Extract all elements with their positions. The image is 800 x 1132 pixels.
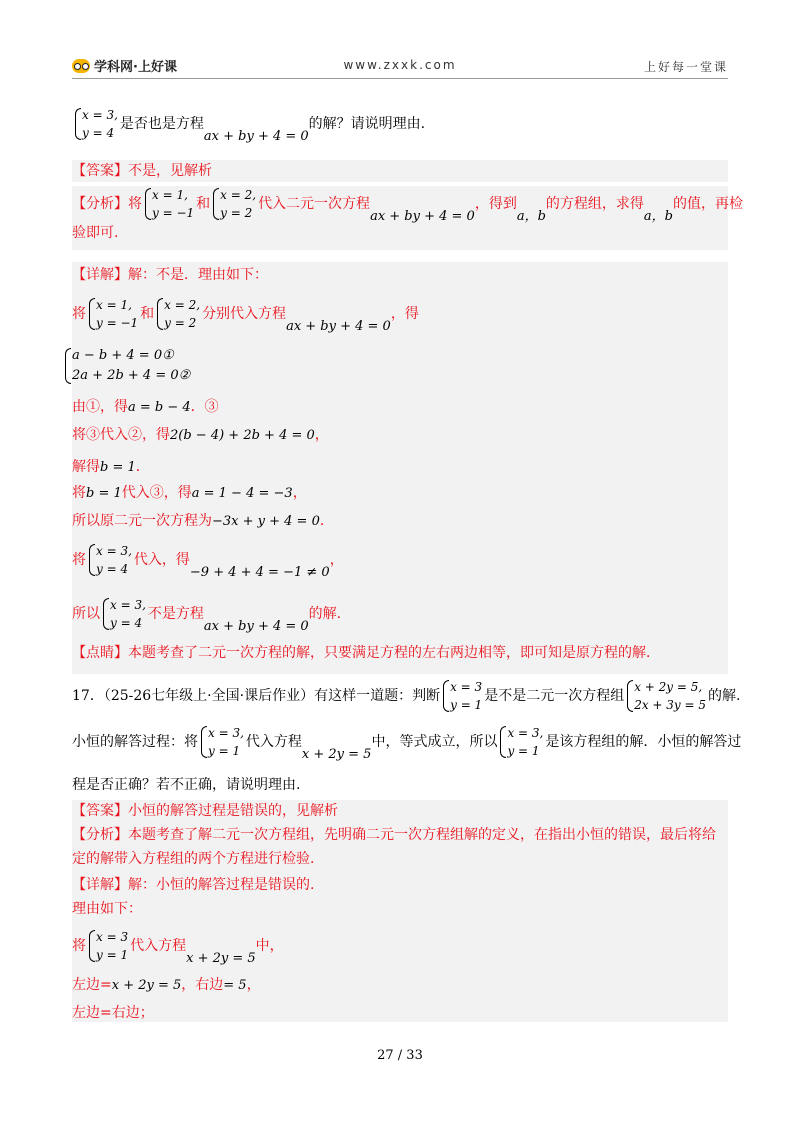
text-span: ， (314, 427, 329, 443)
text-span: 代入，得 (133, 552, 190, 568)
equation-system (144, 186, 194, 222)
text-span: 本题考查了二元一次方程的解，只要满足方程的左右两边相等，即可知是原方程的解． (128, 645, 660, 661)
text-span (442, 678, 482, 714)
text-span: x + 2y = 5 (111, 978, 182, 993)
text-span (102, 596, 146, 632)
equation-system (212, 186, 256, 222)
text-span: 的值，再检 (672, 196, 743, 212)
text-span: 所以 (72, 606, 100, 622)
text-span: y = 4 (110, 616, 143, 630)
text-span: 解得 (72, 459, 100, 475)
text-span: 代入③，得 (121, 485, 192, 501)
page-header (72, 56, 728, 79)
text-span: y = 2 (164, 316, 197, 330)
text-span: x + 2y = 5 (301, 747, 372, 762)
text-span: 代入方程 (245, 734, 302, 750)
text-span: y = 1 (96, 948, 129, 962)
text-span: 和 (196, 196, 211, 212)
text-span: 是该方程组的解．小恒的解答过 (545, 734, 742, 750)
text-span: a，b (643, 209, 673, 224)
text-span: （25-26七年级上·全国·课后作业）有这样一道题：判断 (103, 688, 441, 704)
text-span: 【详解】 (72, 267, 128, 283)
text-span: ax + by + 4 = 0 (203, 619, 309, 634)
text-span: 将③代入②，得 (72, 427, 170, 443)
text-span: y = 1 (450, 698, 483, 712)
text-span: 不是方程 (147, 606, 204, 622)
text-span: 的解. (708, 688, 741, 704)
text-span: ， (292, 485, 307, 501)
text-span: a = b − 4 (128, 400, 191, 415)
text-span (200, 724, 244, 760)
text-span: ．③ (190, 399, 219, 415)
text-span: x = 3, (110, 598, 146, 612)
detail-step (72, 928, 728, 964)
text-span: a − b + 4 = 0① (72, 348, 174, 363)
text-span: ax + by + 4 = 0 (370, 209, 475, 224)
text-span: ， (329, 552, 344, 568)
text-span: 2a + 2b + 4 = 0② (72, 368, 191, 383)
analysis-line (72, 824, 728, 846)
text-span (72, 186, 743, 224)
text-span: 不是，见解析 (128, 163, 212, 179)
text-span: x = 1, (96, 298, 132, 312)
q17-line (72, 678, 741, 714)
text-span: 小恒的解答过程：将 (72, 734, 198, 750)
text-span: x + 2y = 5 (186, 951, 256, 966)
text-span: ax + by + 4 = 0 (203, 129, 309, 144)
text-span: x = 2, (220, 188, 257, 202)
text-span: 【分析】 (72, 196, 128, 212)
detail-heading (72, 874, 728, 896)
q17-line: 程是否正确？若不正确，请说明理由. (72, 777, 301, 793)
text-span: x = 3, (82, 108, 118, 122)
logo-text: 学科网·上好课 (94, 60, 177, 75)
equation-system (74, 106, 118, 142)
text-span: y = −1 (152, 206, 195, 220)
text-span: y = 4 (96, 562, 129, 576)
analysis-block (72, 186, 743, 250)
header-slogan: 上好每一堂课 (643, 60, 728, 74)
text-span: 将 (72, 552, 86, 568)
text-span: a = 1 − 4 = −3 (191, 486, 293, 501)
text-span: 左边= (72, 977, 112, 993)
text-span: x = 3, (507, 726, 544, 740)
detail-step: 理由如下： (72, 901, 142, 917)
text-span: y = 1 (507, 744, 540, 758)
detail-step (72, 510, 728, 533)
detail-step (72, 482, 728, 505)
text-span: 【点睛】 (72, 645, 128, 661)
answer-line (72, 160, 728, 182)
text-span (88, 296, 138, 332)
text-span: x = 3, (208, 726, 244, 740)
detail-step (72, 424, 728, 447)
text-span: y = 2 (220, 206, 253, 220)
text-span: 17． (72, 688, 104, 704)
text-span: 【答案】 (72, 163, 128, 179)
text-span: ， (246, 977, 261, 993)
text-span: 是否也是方程 (119, 116, 204, 132)
text-span: 【分析】 (72, 827, 128, 843)
text-span: 解：不是．理由如下： (128, 267, 268, 283)
q17-line (72, 724, 742, 762)
text-span: 代入方程 (130, 938, 187, 954)
text-span: ． (319, 513, 334, 529)
text-span: −9 + 4 + 4 = −1 ≠ 0 (189, 565, 330, 580)
text-span: 本题考查了解二元一次方程组，先明确二元一次方程组解的定义，在指出小恒的错误，最后将给 (128, 827, 716, 843)
detail-step: 左边=右边； (72, 1005, 154, 1021)
text-span (626, 678, 706, 714)
text-span: 所以原二元一次方程为 (72, 513, 212, 529)
comment-line (72, 642, 728, 664)
text-span: 将 (72, 485, 86, 501)
text-span: 的方程组，求得 (545, 196, 644, 212)
detail-step (72, 296, 728, 332)
text-span (499, 724, 543, 760)
text-span: x = 3, (96, 544, 132, 558)
text-span: x = 3 (450, 680, 483, 694)
detail-heading (72, 264, 728, 286)
text-span: 代入二元一次方程 (258, 196, 371, 212)
page-number: 27 / 33 (377, 1048, 423, 1063)
text-span: = 5 (223, 978, 247, 993)
answer-line (72, 800, 728, 822)
text-span: x = 2, (164, 298, 201, 312)
text-span: 中， (255, 938, 284, 954)
text-span: 由①，得 (72, 399, 128, 415)
detail-step (72, 456, 728, 479)
text-span: ． (135, 459, 150, 475)
text-span: −3x + y + 4 = 0 (212, 514, 320, 529)
text-span: 的解？请说明理由. (308, 116, 426, 132)
text-span: 【答案】 (72, 803, 128, 819)
text-span: 的解. (308, 606, 342, 622)
text-span (88, 542, 132, 578)
text-span: y = −1 (96, 316, 139, 330)
text-span: ，得到 (474, 196, 517, 212)
site-url: www.zxxk.com (343, 58, 457, 72)
text-span: 中，等式成立，所以 (371, 734, 498, 750)
text-span: 2x + 3y = 5 (634, 698, 707, 712)
text-span: b = 1 (86, 486, 122, 501)
text-span: 是不是二元一次方程组 (484, 688, 625, 704)
detail-step (72, 396, 728, 419)
text-span: 和 (140, 306, 155, 322)
detail-system (72, 346, 728, 386)
text-span: 将 (72, 306, 86, 322)
text-span (64, 346, 190, 386)
detail-step (72, 596, 728, 632)
text-span: 【详解】 (72, 877, 128, 893)
text-span: y = 1 (208, 744, 241, 758)
text-span: x = 1, (152, 188, 188, 202)
text-span (88, 928, 128, 964)
detail-step (72, 542, 728, 578)
text-span: x = 3 (96, 930, 129, 944)
text-span: y = 4 (82, 126, 115, 140)
text-span: a，b (516, 209, 546, 224)
text-span: 验即可. (72, 225, 119, 241)
text-span: x + 2y = 5, (634, 680, 703, 694)
analysis-line: 定的解带入方程组的两个方程进行检验. (72, 851, 315, 867)
text-span: 2(b − 4) + 2b + 4 = 0 (170, 428, 315, 443)
q16-line (72, 106, 728, 142)
text-span (156, 296, 200, 332)
text-span: ，右边 (181, 977, 224, 993)
text-span: b = 1 (100, 460, 136, 475)
text-span: ax + by + 4 = 0 (286, 319, 391, 334)
text-span: 将 (128, 196, 142, 212)
text-span: 将 (72, 938, 86, 954)
text-span: 分别代入方程 (202, 306, 287, 322)
detail-step (72, 974, 728, 997)
text-span: 解：小恒的解答过程是错误的. (128, 877, 315, 893)
text-span: 小恒的解答过程是错误的，见解析 (128, 803, 338, 819)
text-span: ，得 (390, 306, 419, 322)
